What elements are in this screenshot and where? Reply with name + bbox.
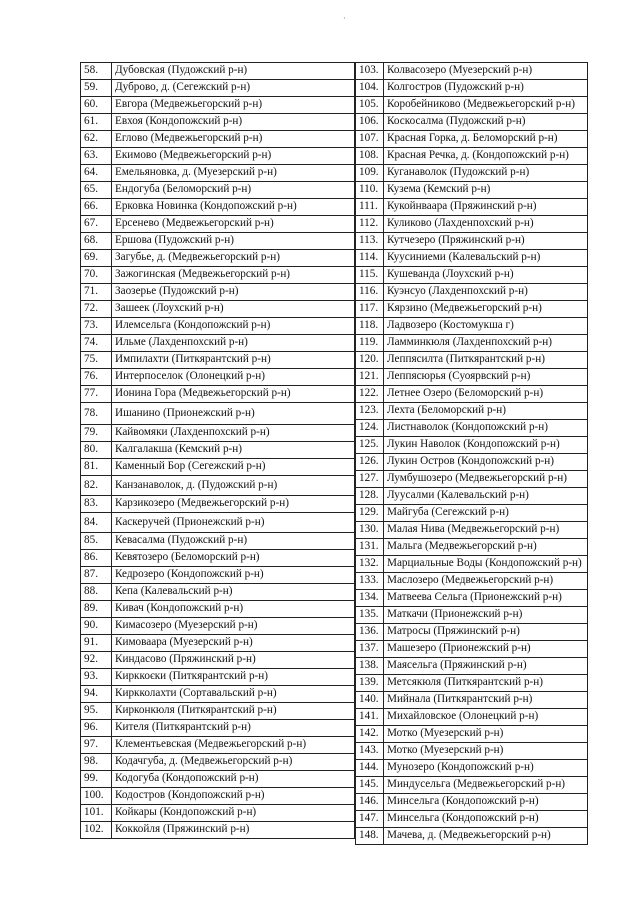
settlement-name: Кителя (Питкярантский р-н) xyxy=(112,720,355,737)
settlement-name: Кутчезеро (Пряжинский р-н) xyxy=(384,233,588,250)
table-row xyxy=(356,590,588,607)
row-number: 127. xyxy=(356,471,384,488)
row-number: 91. xyxy=(81,635,112,652)
row-number: 101. xyxy=(81,805,112,822)
table-row xyxy=(356,794,588,811)
settlement-name: Матвеева Сельга (Прионежский р-н) xyxy=(384,590,588,607)
settlement-name: Ерковка Новинка (Кондопожский р-н) xyxy=(112,199,355,216)
settlement-name: Леппясилта (Питкярантский р-н) xyxy=(384,352,588,369)
table-row xyxy=(356,97,588,114)
table-row xyxy=(356,726,588,743)
table-row xyxy=(81,301,355,318)
row-number: 92. xyxy=(81,652,112,669)
table-row xyxy=(81,459,355,476)
table-row xyxy=(81,165,355,182)
table-row xyxy=(356,250,588,267)
settlement-name: Коскосалма (Пудожский р-н) xyxy=(384,114,588,131)
table-row xyxy=(356,63,588,80)
table-row xyxy=(356,641,588,658)
settlement-name: Екимово (Медвежьегорский р-н) xyxy=(112,148,355,165)
table-row xyxy=(81,601,355,618)
table-row xyxy=(356,284,588,301)
row-number: 120. xyxy=(356,352,384,369)
settlement-name: Ершова (Пудожский р-н) xyxy=(112,233,355,250)
row-number: 73. xyxy=(81,318,112,335)
table-row xyxy=(81,442,355,459)
table-row xyxy=(356,114,588,131)
settlement-name: Ерсенево (Медвежьегорский р-н) xyxy=(112,216,355,233)
row-number: 87. xyxy=(81,567,112,584)
table-row xyxy=(81,233,355,250)
settlement-name: Луусалми (Калевальский р-н) xyxy=(384,488,588,505)
row-number: 106. xyxy=(356,114,384,131)
settlement-name: Лукин Наволок (Кондопожский р-н) xyxy=(384,437,588,454)
table-row xyxy=(356,488,588,505)
row-number: 83. xyxy=(81,496,112,513)
table-row xyxy=(81,369,355,386)
table-row xyxy=(356,573,588,590)
table-row xyxy=(356,80,588,97)
table-row xyxy=(81,686,355,703)
row-number: 63. xyxy=(81,148,112,165)
table-row xyxy=(81,703,355,720)
settlement-name: Коробейниково (Медвежьегорский р-н) xyxy=(384,97,588,114)
settlement-name: Михайловское (Олонецкий р-н) xyxy=(384,709,588,726)
table-row xyxy=(356,624,588,641)
row-number: 103. xyxy=(356,63,384,80)
row-number: 108. xyxy=(356,148,384,165)
settlement-name: Лукин Остров (Кондопожский р-н) xyxy=(384,454,588,471)
table-row xyxy=(356,165,588,182)
settlement-name: Киркколахти (Сортавальский р-н) xyxy=(112,686,355,703)
table-row xyxy=(81,352,355,369)
table-row xyxy=(81,635,355,652)
row-number: 125. xyxy=(356,437,384,454)
settlement-name: Дубовская (Пудожский р-н) xyxy=(112,63,355,80)
settlement-name: Загубье, д. (Медвежьегорский р-н) xyxy=(112,250,355,267)
settlement-name: Кимоваара (Муезерский р-н) xyxy=(112,635,355,652)
row-number: 98. xyxy=(81,754,112,771)
row-number: 102. xyxy=(81,822,112,839)
settlement-name: Кепа (Калевальский р-н) xyxy=(112,584,355,601)
table-row xyxy=(356,777,588,794)
row-number: 131. xyxy=(356,539,384,556)
row-number: 78. xyxy=(81,403,112,425)
settlement-name: Ильме (Лахденпохский р-н) xyxy=(112,335,355,352)
row-number: 68. xyxy=(81,233,112,250)
settlement-name: Мунозеро (Кондопожский р-н) xyxy=(384,760,588,777)
row-number: 138. xyxy=(356,658,384,675)
row-number: 100. xyxy=(81,788,112,805)
row-number: 85. xyxy=(81,533,112,550)
settlement-name: Куганаволок (Пудожский р-н) xyxy=(384,165,588,182)
table-row xyxy=(81,267,355,284)
table-row xyxy=(356,760,588,777)
row-number: 144. xyxy=(356,760,384,777)
table-row xyxy=(81,496,355,513)
table-row xyxy=(81,335,355,352)
table-row xyxy=(81,114,355,131)
row-number: 88. xyxy=(81,584,112,601)
settlement-name: Лумбушозеро (Медвежьегорский р-н) xyxy=(384,471,588,488)
row-number: 84. xyxy=(81,513,112,533)
row-number: 124. xyxy=(356,420,384,437)
row-number: 70. xyxy=(81,267,112,284)
settlement-name: Марциальные Воды (Кондопожский р-н) xyxy=(384,556,588,573)
settlement-name: Летнее Озеро (Беломорский р-н) xyxy=(384,386,588,403)
row-number: 118. xyxy=(356,318,384,335)
table-row xyxy=(81,822,355,839)
row-number: 80. xyxy=(81,442,112,459)
row-number: 95. xyxy=(81,703,112,720)
row-number: 90. xyxy=(81,618,112,635)
settlement-name: Еглово (Медвежьегорский р-н) xyxy=(112,131,355,148)
table-row xyxy=(356,199,588,216)
table-row xyxy=(356,386,588,403)
table-row xyxy=(356,556,588,573)
table-row xyxy=(356,267,588,284)
row-number: 65. xyxy=(81,182,112,199)
row-number: 94. xyxy=(81,686,112,703)
row-number: 146. xyxy=(356,794,384,811)
table-row xyxy=(81,771,355,788)
row-number: 58. xyxy=(81,63,112,80)
row-number: 123. xyxy=(356,403,384,420)
table-row xyxy=(81,737,355,754)
table-row xyxy=(356,743,588,760)
table-row xyxy=(356,522,588,539)
settlement-name: Метсякюля (Питкярантский р-н) xyxy=(384,675,588,692)
table-row xyxy=(81,720,355,737)
row-number: 116. xyxy=(356,284,384,301)
row-number: 62. xyxy=(81,131,112,148)
row-number: 126. xyxy=(356,454,384,471)
row-number: 109. xyxy=(356,165,384,182)
row-number: 93. xyxy=(81,669,112,686)
settlement-name: Зажогинская (Медвежьегорский р-н) xyxy=(112,267,355,284)
table-row xyxy=(356,539,588,556)
row-number: 140. xyxy=(356,692,384,709)
table-row xyxy=(356,709,588,726)
settlement-name: Каменный Бор (Сегежский р-н) xyxy=(112,459,355,476)
row-number: 97. xyxy=(81,737,112,754)
table-row xyxy=(356,369,588,386)
settlement-name: Ендогуба (Беломорский р-н) xyxy=(112,182,355,199)
settlement-name: Койкары (Кондопожский р-н) xyxy=(112,805,355,822)
row-number: 139. xyxy=(356,675,384,692)
table-row xyxy=(81,567,355,584)
row-number: 128. xyxy=(356,488,384,505)
row-number: 134. xyxy=(356,590,384,607)
table-row xyxy=(81,148,355,165)
table-row xyxy=(81,788,355,805)
row-number: 86. xyxy=(81,550,112,567)
settlement-name: Карзикозеро (Медвежьегорский р-н) xyxy=(112,496,355,513)
table-row xyxy=(81,425,355,442)
table-row xyxy=(81,63,355,80)
settlement-name: Кярзино (Медвежьегорский р-н) xyxy=(384,301,588,318)
table-row xyxy=(81,250,355,267)
table-row xyxy=(356,675,588,692)
table-row xyxy=(81,754,355,771)
row-number: 76. xyxy=(81,369,112,386)
settlement-name: Кивач (Кондопожский р-н) xyxy=(112,601,355,618)
scan-speck: · xyxy=(343,14,346,23)
settlement-name: Интерпоселок (Олонецкий р-н) xyxy=(112,369,355,386)
table-row xyxy=(356,335,588,352)
table-row xyxy=(81,476,355,496)
settlement-name: Лехта (Беломорский р-н) xyxy=(384,403,588,420)
settlement-name: Кушеванда (Лоухский р-н) xyxy=(384,267,588,284)
settlement-name: Ишанино (Прионежский р-н) xyxy=(112,403,355,425)
table-row xyxy=(81,80,355,97)
settlement-name: Мальга (Медвежьегорский р-н) xyxy=(384,539,588,556)
table-row xyxy=(81,669,355,686)
row-number: 104. xyxy=(356,80,384,97)
row-number: 81. xyxy=(81,459,112,476)
settlements-table-right xyxy=(355,62,588,845)
table-row xyxy=(81,805,355,822)
settlement-name: Каскеручей (Прионежский р-н) xyxy=(112,513,355,533)
row-number: 110. xyxy=(356,182,384,199)
settlement-name: Кукойнваара (Пряжинский р-н) xyxy=(384,199,588,216)
settlement-name: Колгостров (Пудожский р-н) xyxy=(384,80,588,97)
settlement-name: Мийнала (Питкярантский р-н) xyxy=(384,692,588,709)
row-number: 67. xyxy=(81,216,112,233)
row-number: 113. xyxy=(356,233,384,250)
row-number: 75. xyxy=(81,352,112,369)
table-row xyxy=(356,182,588,199)
table-row xyxy=(356,658,588,675)
row-number: 66. xyxy=(81,199,112,216)
settlement-name: Кедрозеро (Кондопожский р-н) xyxy=(112,567,355,584)
row-number: 60. xyxy=(81,97,112,114)
row-number: 143. xyxy=(356,743,384,760)
row-number: 115. xyxy=(356,267,384,284)
settlement-name: Красная Речка, д. (Кондопожский р-н) xyxy=(384,148,588,165)
row-number: 96. xyxy=(81,720,112,737)
settlement-name: Машезеро (Прионежский р-н) xyxy=(384,641,588,658)
settlement-name: Коккойля (Пряжинский р-н) xyxy=(112,822,355,839)
row-number: 69. xyxy=(81,250,112,267)
row-number: 133. xyxy=(356,573,384,590)
table-row xyxy=(356,607,588,624)
settlement-name: Куэнсуо (Лахденпохский р-н) xyxy=(384,284,588,301)
table-row xyxy=(81,533,355,550)
table-row xyxy=(356,454,588,471)
row-number: 79. xyxy=(81,425,112,442)
table-row xyxy=(356,471,588,488)
row-number: 59. xyxy=(81,80,112,97)
table-row xyxy=(356,692,588,709)
settlement-name: Кирконкюля (Питкярантский р-н) xyxy=(112,703,355,720)
settlement-name: Мотко (Муезерский р-н) xyxy=(384,726,588,743)
settlement-name: Кевасалма (Пудожский р-н) xyxy=(112,533,355,550)
table-row xyxy=(356,148,588,165)
table-row xyxy=(356,811,588,828)
settlement-name: Зашеек (Лоухский р-н) xyxy=(112,301,355,318)
settlement-name: Емельяновка, д. (Муезерский р-н) xyxy=(112,165,355,182)
settlement-name: Кодачгуба, д. (Медвежьегорский р-н) xyxy=(112,754,355,771)
settlement-name: Матросы (Пряжинский р-н) xyxy=(384,624,588,641)
row-number: 89. xyxy=(81,601,112,618)
settlement-name: Куусиниеми (Калевальский р-н) xyxy=(384,250,588,267)
table-row xyxy=(81,618,355,635)
row-number: 112. xyxy=(356,216,384,233)
row-number: 142. xyxy=(356,726,384,743)
row-number: 82. xyxy=(81,476,112,496)
settlement-name: Евгора (Медвежьегорский р-н) xyxy=(112,97,355,114)
table-row xyxy=(81,550,355,567)
row-number: 141. xyxy=(356,709,384,726)
row-number: 148. xyxy=(356,828,384,845)
table-row xyxy=(81,216,355,233)
settlement-name: Канзанаволок, д. (Пудожский р-н) xyxy=(112,476,355,496)
table-row xyxy=(356,505,588,522)
row-number: 72. xyxy=(81,301,112,318)
settlement-name: Кевятозеро (Беломорский р-н) xyxy=(112,550,355,567)
settlement-name: Ионина Гора (Медвежьегорский р-н) xyxy=(112,386,355,403)
table-row xyxy=(81,131,355,148)
settlement-name: Дуброво, д. (Сегежский р-н) xyxy=(112,80,355,97)
settlement-name: Киндасово (Пряжинский р-н) xyxy=(112,652,355,669)
row-number: 77. xyxy=(81,386,112,403)
settlement-name: Калгалакша (Кемский р-н) xyxy=(112,442,355,459)
row-number: 135. xyxy=(356,607,384,624)
row-number: 147. xyxy=(356,811,384,828)
table-row xyxy=(356,233,588,250)
row-number: 119. xyxy=(356,335,384,352)
settlements-table-left xyxy=(80,62,355,839)
table-left-body xyxy=(81,63,355,839)
table-row xyxy=(81,584,355,601)
row-number: 122. xyxy=(356,386,384,403)
table-row xyxy=(81,182,355,199)
table-row xyxy=(81,318,355,335)
row-number: 99. xyxy=(81,771,112,788)
settlement-name: Заозерье (Пудожский р-н) xyxy=(112,284,355,301)
settlement-name: Листнаволок (Кондопожский р-н) xyxy=(384,420,588,437)
row-number: 121. xyxy=(356,369,384,386)
row-number: 111. xyxy=(356,199,384,216)
settlement-name: Кирккоєки (Питкярантский р-н) xyxy=(112,669,355,686)
row-number: 145. xyxy=(356,777,384,794)
table-row xyxy=(356,352,588,369)
settlement-name: Кодостров (Кондопожский р-н) xyxy=(112,788,355,805)
table-row xyxy=(81,199,355,216)
settlement-name: Миндусельга (Медвежьегорский р-н) xyxy=(384,777,588,794)
settlement-name: Майгуба (Сегежский р-н) xyxy=(384,505,588,522)
settlement-name: Колвасозеро (Муезерский р-н) xyxy=(384,63,588,80)
row-number: 61. xyxy=(81,114,112,131)
row-number: 130. xyxy=(356,522,384,539)
settlement-name: Куликово (Лахденпохский р-н) xyxy=(384,216,588,233)
settlement-name: Кимасозеро (Муезерский р-н) xyxy=(112,618,355,635)
settlement-name: Клементьевская (Медвежьегорский р-н) xyxy=(112,737,355,754)
table-row xyxy=(81,97,355,114)
table-row xyxy=(81,386,355,403)
row-number: 107. xyxy=(356,131,384,148)
table-row xyxy=(356,216,588,233)
row-number: 74. xyxy=(81,335,112,352)
table-row xyxy=(356,318,588,335)
row-number: 64. xyxy=(81,165,112,182)
table-row xyxy=(81,513,355,533)
settlement-name: Кайвомяки (Лахденпохский р-н) xyxy=(112,425,355,442)
settlement-name: Ламминкюля (Лахденпохский р-н) xyxy=(384,335,588,352)
settlement-name: Маткачи (Прионежский р-н) xyxy=(384,607,588,624)
row-number: 137. xyxy=(356,641,384,658)
settlement-name: Леппясюрья (Суоярвский р-н) xyxy=(384,369,588,386)
settlement-name: Кодогуба (Кондопожский р-н) xyxy=(112,771,355,788)
settlement-name: Минсельга (Кондопожский р-н) xyxy=(384,794,588,811)
table-row xyxy=(81,652,355,669)
table-row xyxy=(356,420,588,437)
settlement-name: Красная Горка, д. Беломорский р-н) xyxy=(384,131,588,148)
settlement-name: Кузема (Кемский р-н) xyxy=(384,182,588,199)
settlement-name: Ладвозеро (Костомукша г) xyxy=(384,318,588,335)
table-row xyxy=(356,131,588,148)
row-number: 136. xyxy=(356,624,384,641)
settlement-name: Илемсельга (Кондопожский р-н) xyxy=(112,318,355,335)
row-number: 105. xyxy=(356,97,384,114)
settlement-name: Мотко (Муезерский р-н) xyxy=(384,743,588,760)
row-number: 117. xyxy=(356,301,384,318)
table-right-body xyxy=(356,63,588,845)
row-number: 132. xyxy=(356,556,384,573)
settlement-name: Импилахти (Питкярантский р-н) xyxy=(112,352,355,369)
row-number: 114. xyxy=(356,250,384,267)
settlement-name: Маслозеро (Медвежьегорский р-н) xyxy=(384,573,588,590)
settlement-name: Мачева, д. (Медвежьегорский р-н) xyxy=(384,828,588,845)
table-row xyxy=(356,828,588,845)
table-row xyxy=(81,403,355,425)
table-row xyxy=(356,437,588,454)
table-row xyxy=(356,301,588,318)
settlement-name: Маясельга (Пряжинский р-н) xyxy=(384,658,588,675)
settlement-name: Евхоя (Кондопожский р-н) xyxy=(112,114,355,131)
table-row xyxy=(81,284,355,301)
settlement-name: Малая Нива (Медвежьегорский р-н) xyxy=(384,522,588,539)
row-number: 71. xyxy=(81,284,112,301)
row-number: 129. xyxy=(356,505,384,522)
settlement-name: Минсельга (Кондопожский р-н) xyxy=(384,811,588,828)
table-row xyxy=(356,403,588,420)
